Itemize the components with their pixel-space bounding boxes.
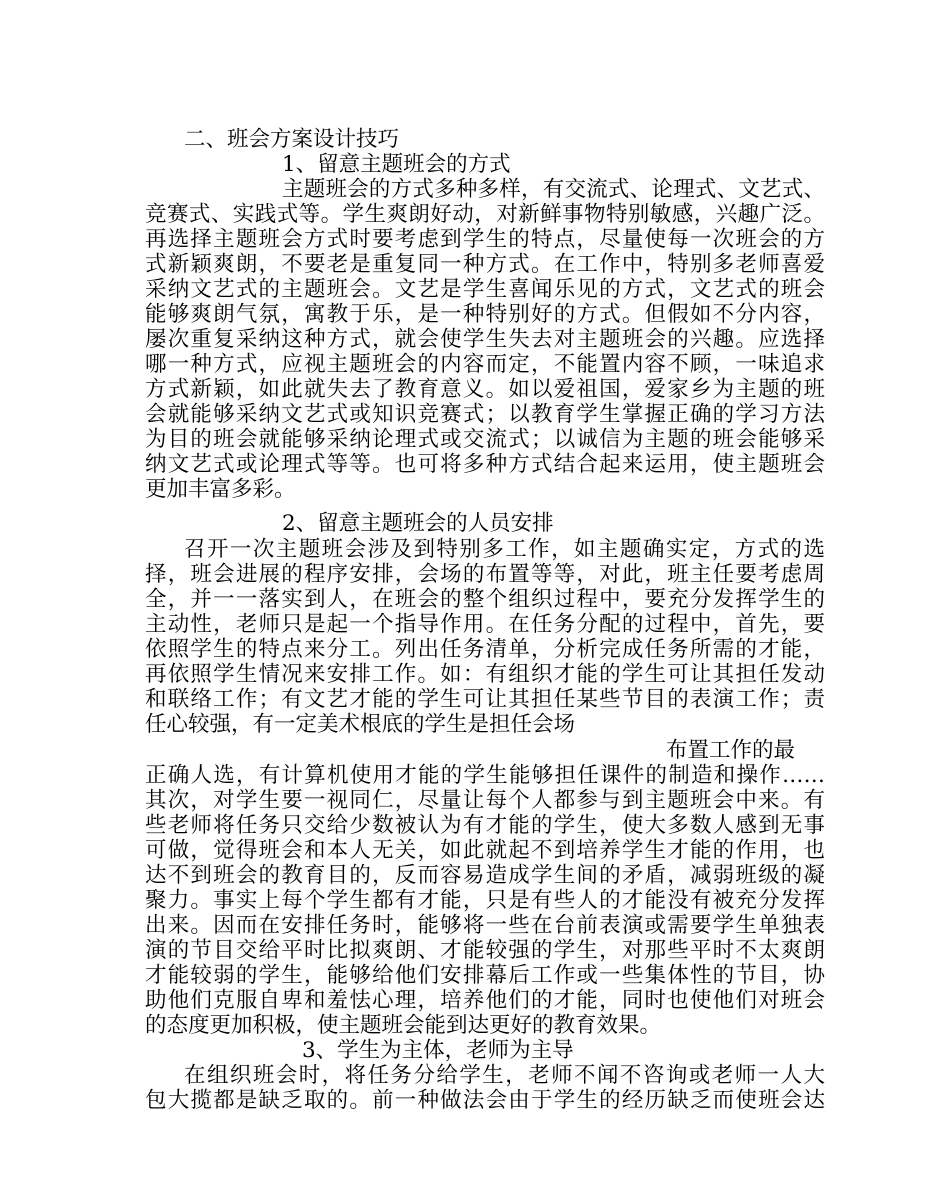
paragraph-line: 竞赛式、实践式等。学生爽朗好动，对新鲜事物特别敏感，兴趣广泛。 [145, 202, 825, 227]
paragraph-line: 任心较强，有一定美术根底的学生是担任会场 [145, 712, 576, 737]
paragraph-line: 正确人选，有计算机使用才能的学生能够担任课件的制造和操作…… [145, 763, 825, 788]
paragraph-line: 出来。因而在安排任务时，能够将一些在台前表演或需要学生单独表 [145, 913, 825, 938]
paragraph-line: 演的节目交给平时比拟爽朗、才能较强的学生，对那些平时不太爽朗 [145, 938, 825, 963]
paragraph-line: 些老师将任务只交给少数被认为有才能的学生，使大多数人感到无事 [145, 813, 825, 838]
subsection-heading-1: 1、留意主题班会的方式 [282, 152, 511, 177]
paragraph-line: 其次，对学生要一视同仁，尽量让每个人都参与到主题班会中来。有 [145, 788, 825, 813]
paragraph-line: 助他们克服自卑和羞怯心理，培养他们的才能，同时也使他们对班会 [145, 988, 825, 1013]
paragraph-line: 在组织班会时，将任务分给学生，老师不闻不咨询或老师一人大 [184, 1063, 825, 1088]
paragraph-line: 达不到班会的教育目的，反而容易造成学生间的矛盾，减弱班级的凝 [145, 863, 825, 888]
paragraph-line: 更加丰富多彩。 [145, 477, 296, 502]
paragraph-line: 和联络工作；有文艺才能的学生可让其担任某些节目的表演工作；责 [145, 687, 825, 712]
paragraph-line: 采纳文艺式的主题班会。文艺是学生喜闻乐见的方式，文艺式的班会 [145, 277, 825, 302]
paragraph-line: 纳文艺式或论理式等等。也可将多种方式结合起来运用，使主题班会 [145, 452, 825, 477]
paragraph-line: 包大揽都是缺乏取的。前一种做法会由于学生的经历缺乏而使班会达 [145, 1088, 825, 1113]
paragraph-line: 为目的班会就能够采纳论理式或交流式；以诚信为主题的班会能够采 [145, 427, 825, 452]
paragraph-line: 可做，觉得班会和本人无关，如此就起不到培养学生才能的作用，也 [145, 838, 825, 863]
paragraph-line: 方式新颖，如此就失去了教育意义。如以爱祖国，爱家乡为主题的班 [145, 377, 825, 402]
paragraph-line: 择，班会进展的程序安排，会场的布置等等，对此，班主任要考虑周 [145, 562, 825, 587]
section-title: 二、班会方案设计技巧 [184, 127, 400, 152]
paragraph-line: 哪一种方式，应视主题班会的内容而定，不能置内容不顾，一味追求 [145, 352, 825, 377]
paragraph-line: 会就能够采纳文艺式或知识竞赛式；以教育学生掌握正确的学习方法 [145, 402, 825, 427]
paragraph-line: 召开一次主题班会涉及到特别多工作，如主题确实定，方式的选 [184, 537, 825, 562]
paragraph-line: 主动性，老师只是起一个指导作用。在任务分配的过程中，首先，要 [145, 612, 825, 637]
paragraph-line: 聚力。事实上每个学生都有才能，只是有些人的才能没有被充分发挥 [145, 888, 825, 913]
paragraph-line: 布置工作的最 [666, 738, 796, 763]
subsection-heading-3: 3、学生为主体，老师为主导 [302, 1038, 574, 1063]
paragraph-line: 全，并一一落实到人，在班会的整个组织过程中，要充分发挥学生的 [145, 587, 825, 612]
paragraph-line: 的态度更加积极，使主题班会能到达更好的教育效果。 [145, 1013, 662, 1038]
paragraph-line: 才能较弱的学生，能够给他们安排幕后工作或一些集体性的节目，协 [145, 963, 825, 988]
paragraph-line: 屡次重复采纳这种方式，就会使学生失去对主题班会的兴趣。应选择 [145, 327, 825, 352]
paragraph-line: 再依照学生情况来安排工作。如：有组织才能的学生可让其担任发动 [145, 662, 825, 687]
paragraph-line: 主题班会的方式多种多样，有交流式、论理式、文艺式、 [282, 177, 825, 202]
paragraph-line: 式新颖爽朗，不要老是重复同一种方式。在工作中，特别多老师喜爱 [145, 252, 825, 277]
paragraph-line: 再选择主题班会方式时要考虑到学生的特点，尽量使每一次班会的方 [145, 227, 825, 252]
paragraph-line: 依照学生的特点来分工。列出任务清单，分析完成任务所需的才能， [145, 637, 825, 662]
paragraph-line: 能够爽朗气氛，寓教于乐，是一种特别好的方式。但假如不分内容， [145, 302, 825, 327]
subsection-heading-2: 2、留意主题班会的人员安排 [282, 511, 554, 536]
